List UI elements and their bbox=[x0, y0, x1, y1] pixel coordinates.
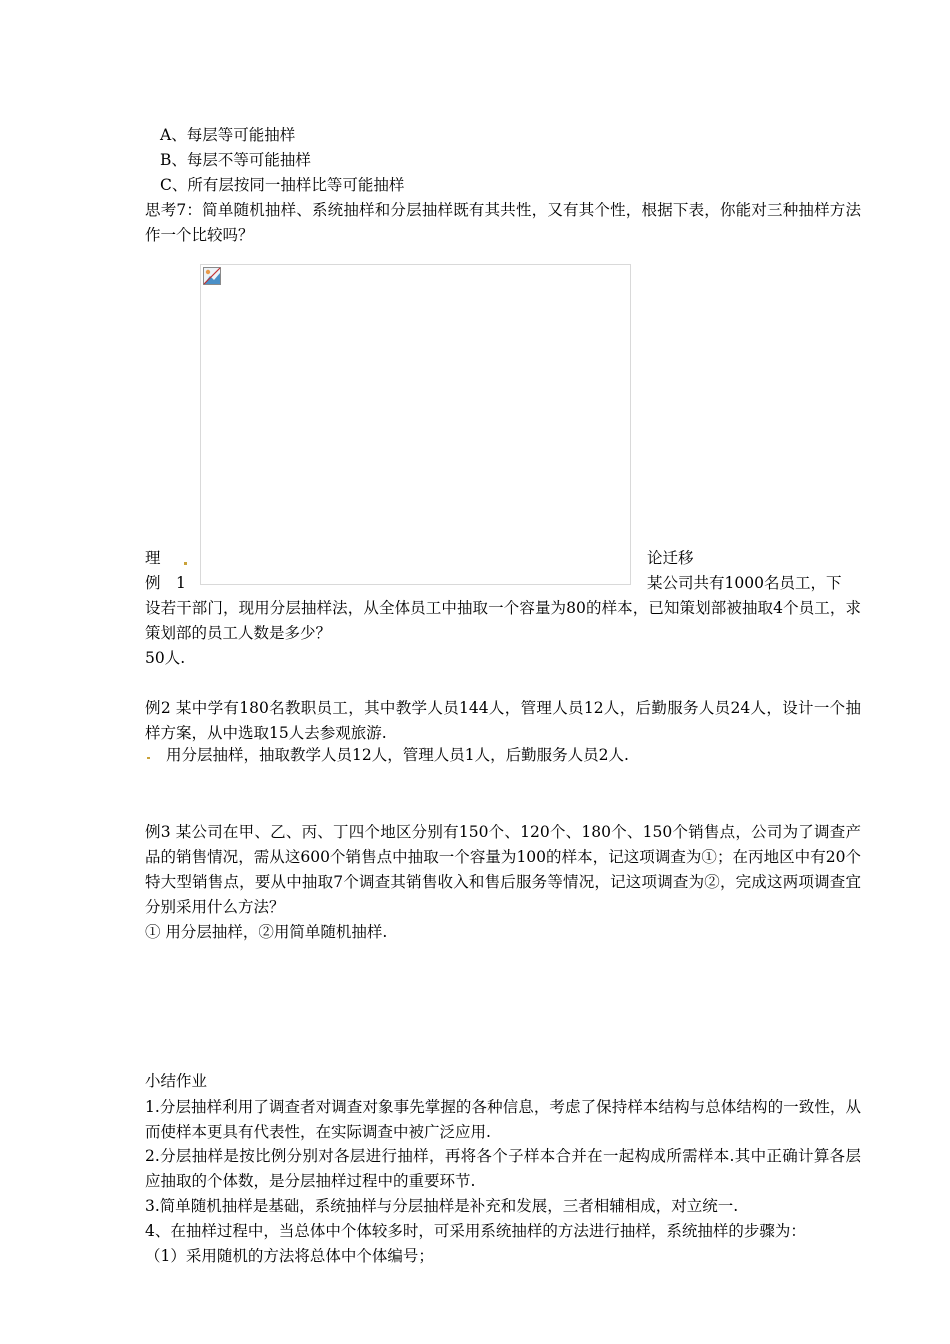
example-1-answer: 50人. bbox=[145, 649, 186, 667]
example-3-answer: ① 用分层抽样，②用简单随机抽样. bbox=[145, 923, 388, 941]
broken-image-icon bbox=[203, 267, 221, 285]
question-7: 思考7：简单随机抽样、系统抽样和分层抽样既有其共性，又有其个性，根据下表，你能对三种抽样方法作一个比较吗？ bbox=[145, 201, 861, 244]
decorative-dot bbox=[184, 562, 187, 565]
section-left-char: 理 bbox=[145, 549, 161, 567]
summary-item-2: 2.分层抽样是按比例分别对各层进行抽样，再将各个子样本合并在一起构成所需样本.其中正确计算各层应抽取的个体数，是分层抽样过程中的重要环节. bbox=[145, 1147, 861, 1190]
option-c: C、所有层按同一抽样比等可能抽样 bbox=[160, 176, 405, 194]
table-image-placeholder bbox=[200, 264, 631, 585]
example-1-text: 设若干部门，现用分层抽样法，从全体员工中抽取一个容量为80的样本，已知策划部被抽取4个员工，求策划部的员工人数是多少？ bbox=[145, 599, 861, 642]
section-title-right: 论迁移 bbox=[647, 549, 694, 567]
option-b: B、每层不等可能抽样 bbox=[160, 151, 311, 169]
summary-item-1: 1.分层抽样利用了调查者对调查对象事先掌握的各种信息，考虑了保持样本结构与总体结构的一致性，从而使样本更具有代表性，在实际调查中被广泛应用. bbox=[145, 1098, 861, 1141]
decorative-dot bbox=[147, 757, 150, 759]
example-1-label: 例 1 bbox=[145, 574, 186, 592]
summary-item-3: 3.简单随机抽样是基础，系统抽样与分层抽样是补充和发展，三者相辅相成，对立统一. bbox=[145, 1197, 739, 1215]
summary-item-5: （1）采用随机的方法将总体中个体编号； bbox=[145, 1247, 434, 1265]
example-2-answer: 用分层抽样，抽取教学人员12人，管理人员1人，后勤服务人员2人. bbox=[166, 746, 629, 764]
example-2-text: 例2 某中学有180名教职员工，其中教学人员144人，管理人员12人，后勤服务人员24人，设计一个抽样方案，从中选取15人去参观旅游. bbox=[145, 699, 861, 742]
summary-item-4: 4、在抽样过程中，当总体中个体较多时，可采用系统抽样的方法进行抽样，系统抽样的步骤为： bbox=[145, 1222, 806, 1240]
option-a: A、每层等可能抽样 bbox=[160, 126, 296, 144]
example-1-first-line: 某公司共有1000名员工，下 bbox=[647, 574, 842, 592]
example-3-text: 例3 某公司在甲、乙、丙、丁四个地区分别有150个、120个、180个、150个销售点，公司为了调查产品的销售情况，需从这600个销售点中抽取一个容量为100的样本，记这项调查为①；在丙地区中有20个特大型销售点，要从中抽取7个调查其销售收入和售后服务等情况，记这项调查为②，完成这两项调查宜分别采用什么方法？ bbox=[145, 823, 861, 916]
summary-title: 小结作业 bbox=[145, 1072, 208, 1090]
